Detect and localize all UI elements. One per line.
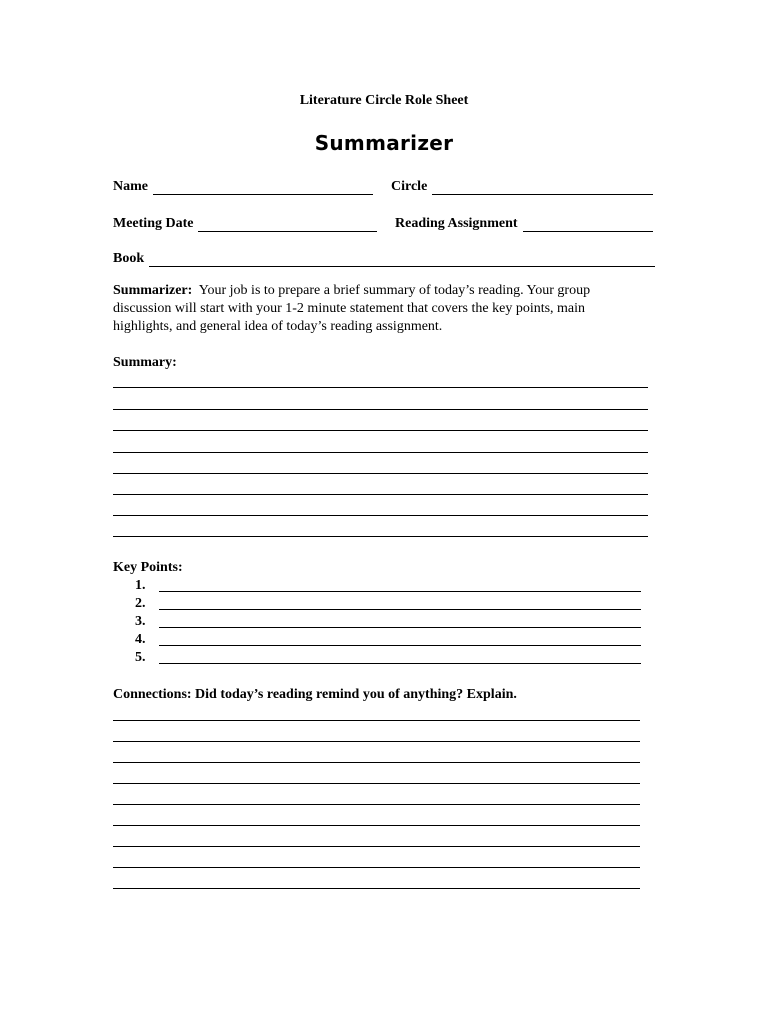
book-field[interactable] bbox=[113, 247, 655, 267]
key-point-item bbox=[113, 650, 641, 666]
circle-line[interactable] bbox=[432, 179, 653, 195]
summary-line[interactable] bbox=[113, 494, 648, 495]
name-line[interactable] bbox=[153, 179, 373, 195]
circle-label: Circle bbox=[391, 179, 428, 194]
name-field[interactable] bbox=[113, 175, 373, 195]
key-point-number: 3. bbox=[135, 614, 146, 629]
key-point-item bbox=[113, 596, 641, 612]
connections-line[interactable] bbox=[113, 720, 640, 721]
connections-line[interactable] bbox=[113, 762, 640, 763]
instructions-label: Summarizer: bbox=[113, 283, 193, 298]
key-point-line[interactable] bbox=[159, 645, 641, 646]
key-point-number: 5. bbox=[135, 650, 146, 665]
key-points-label: Key Points: bbox=[113, 560, 183, 575]
meeting-date-label: Meeting Date bbox=[113, 216, 194, 231]
name-circle-row bbox=[113, 175, 658, 195]
book-row bbox=[113, 247, 658, 267]
circle-field[interactable] bbox=[391, 175, 653, 195]
date-assignment-row bbox=[113, 212, 658, 232]
meeting-date-line[interactable] bbox=[198, 216, 377, 232]
connections-line[interactable] bbox=[113, 741, 640, 742]
connections-label: Connections: Did today’s reading remind you of anything? Explain. bbox=[113, 687, 517, 702]
summary-line[interactable] bbox=[113, 452, 648, 453]
instructions-paragraph bbox=[113, 282, 643, 336]
connections-line[interactable] bbox=[113, 867, 640, 868]
key-point-line[interactable] bbox=[159, 627, 641, 628]
summary-line[interactable] bbox=[113, 515, 648, 516]
summary-line[interactable] bbox=[113, 473, 648, 474]
key-point-item bbox=[113, 578, 641, 594]
reading-assignment-field[interactable] bbox=[395, 212, 653, 232]
book-line[interactable] bbox=[149, 251, 655, 267]
key-point-item bbox=[113, 614, 641, 630]
connections-line[interactable] bbox=[113, 825, 640, 826]
connections-line[interactable] bbox=[113, 804, 640, 805]
connections-line[interactable] bbox=[113, 888, 640, 889]
key-point-line[interactable] bbox=[159, 663, 641, 664]
key-point-line[interactable] bbox=[159, 609, 641, 610]
summary-line[interactable] bbox=[113, 430, 648, 431]
summary-line[interactable] bbox=[113, 387, 648, 388]
connections-line[interactable] bbox=[113, 846, 640, 847]
role-title: Summarizer bbox=[314, 131, 454, 155]
key-point-number: 1. bbox=[135, 578, 146, 593]
sheet-header: Literature Circle Role Sheet bbox=[299, 93, 469, 108]
key-point-number: 4. bbox=[135, 632, 146, 647]
summary-line[interactable] bbox=[113, 536, 648, 537]
book-label: Book bbox=[113, 251, 145, 266]
summary-label: Summary: bbox=[113, 355, 177, 370]
name-label: Name bbox=[113, 179, 148, 194]
instructions-text: Your job is to prepare a brief summary of today’s reading. Your group discussion will start with your 1-2 minute statement that covers the key points, main highlights, and general idea of today’s reading assignment. bbox=[113, 283, 591, 334]
key-point-line[interactable] bbox=[159, 591, 641, 592]
key-point-number: 2. bbox=[135, 596, 146, 611]
meeting-date-field[interactable] bbox=[113, 212, 377, 232]
reading-assignment-label: Reading Assignment bbox=[395, 216, 518, 231]
key-point-item bbox=[113, 632, 641, 648]
summary-line[interactable] bbox=[113, 409, 648, 410]
connections-line[interactable] bbox=[113, 783, 640, 784]
reading-assignment-line[interactable] bbox=[523, 216, 653, 232]
